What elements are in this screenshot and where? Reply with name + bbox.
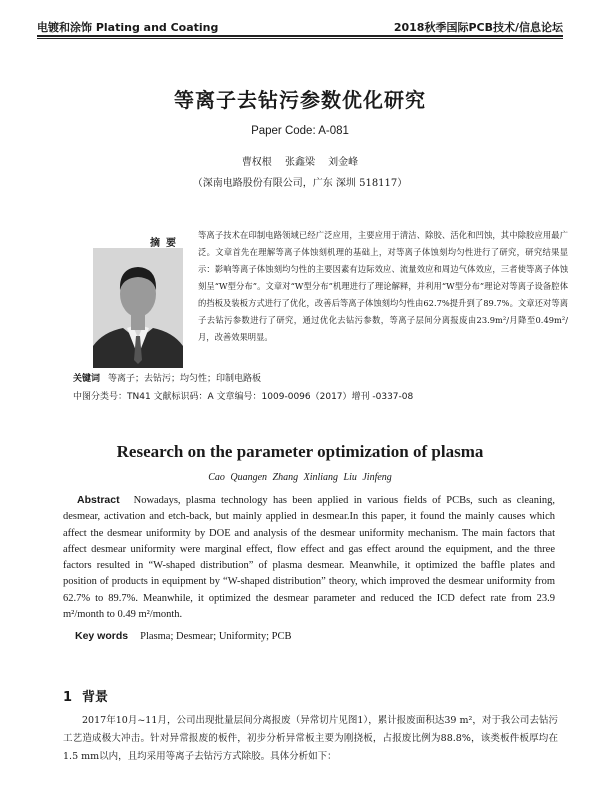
keywords-en (75, 630, 291, 642)
keywords-label-cn: 关键词 (73, 374, 101, 384)
abstract-text-cn: 等离子技术在印制电路领域已经广泛应用，主要应用于清洁、除胶、活化和凹蚀，其中除胶应用最广泛。文章首先在理解等离子体蚀刻机理的基础上，对等离子体蚀刻均匀性进行了研究，研究结果显示：影响等离子体蚀刻均匀性的主要因素有边际效应、流量效应和周边气体效应，三者使等离子体蚀刻呈“W型分布”。文章对“W型分布”机理进行了理论解释，并利用“W型分布”理论对等离子设备腔体的挡板及装板方式进行了优化，改善后等离子体蚀刻均匀性由62.7%提升到了89.7%。文章还对等离子去钻污参数进行了研究，通过优化去钻污参数，等离子层间分离报废由23.9m²/月降至0.49m²/月，改善效果明显。 (198, 230, 568, 342)
keywords-text-en: Plasma; Desmear; Uniformity; PCB (140, 631, 292, 642)
header-forum: 2018秋季国际PCB技术/信息论坛 (393, 21, 563, 34)
abstract-text-en: Nowadays, plasma technology has been applied in various fields of PCBs, such as cleaning, desmear, activation and etch-back, but mainly applied in desmear.In this paper, it found the mainly causes which affect the desmear uniformity by DOE and analysis of the desmear uniformity mechanism. The main factors that affect desmear uniformity were marginal effect, flow effect and gas effect around the equipment, and the three factors resulted in “W-shaped distribution” of plasma desmear. Meanwhile, it optimized the baffle plates and position of products in equipment by “W-shaped distribution” theory, which improved the desmear uniformity from 62.7% to 89.7%. Meanwhile, it optimized the desmear parameter and reduced the ICD defect rate from 23.9 m²/month to 0.49 m²/month. (63, 495, 555, 621)
keywords-text-cn: 等离子；去钻污；均匀性；印制电路板 (108, 374, 262, 384)
paper-code: Paper Code: A-081 (251, 125, 349, 137)
header-rule (37, 35, 563, 37)
page-title-cn: 等离子去钻污参数优化研究 (174, 88, 426, 112)
authors-en: Cao Quangen Zhang Xinliang Liu Jinfeng (208, 472, 392, 483)
abstract-label-cn: 摘要 (150, 238, 182, 249)
abstract-en (63, 492, 555, 623)
section-body: 2017年10月~11月，公司出现批量层间分离报废（异常切片见图1），累计报废面积达39 m²，对于我公司去钻污工艺造成极大冲击。针对异常报废的板件，初步分析异常板主要为刚挠板，占报废比例为88.8%，该类板件板厚均在1.5 mm以内，且均采用等离子去钻污方式除胶。具体分析如下： (63, 715, 558, 762)
header-journal: 电镀和涂饰 Plating and Coating (37, 21, 219, 34)
section-number: 1 (63, 690, 73, 705)
keywords-label-en: Key words (75, 630, 129, 642)
keywords-cn (73, 371, 261, 384)
section-heading (63, 686, 118, 705)
abstract-label-en: Abstract (77, 494, 120, 506)
running-header (37, 17, 563, 37)
page-title-en: Research on the parameter optimization of plasma (116, 442, 484, 461)
author-portrait-icon (93, 248, 183, 368)
header-rule-thin (37, 38, 563, 39)
classification-cn: 中图分类号：TN41 文献标识码：A 文章编号：1009-0096（2017）增刊 -0337-08 (73, 392, 414, 402)
authors-cn: 曹权根 张鑫梁 刘金峰 (241, 157, 359, 168)
section-title: 背景 (82, 690, 109, 705)
affiliation-cn: （深南电路股份有限公司，广东 深圳 518117） (192, 178, 408, 189)
